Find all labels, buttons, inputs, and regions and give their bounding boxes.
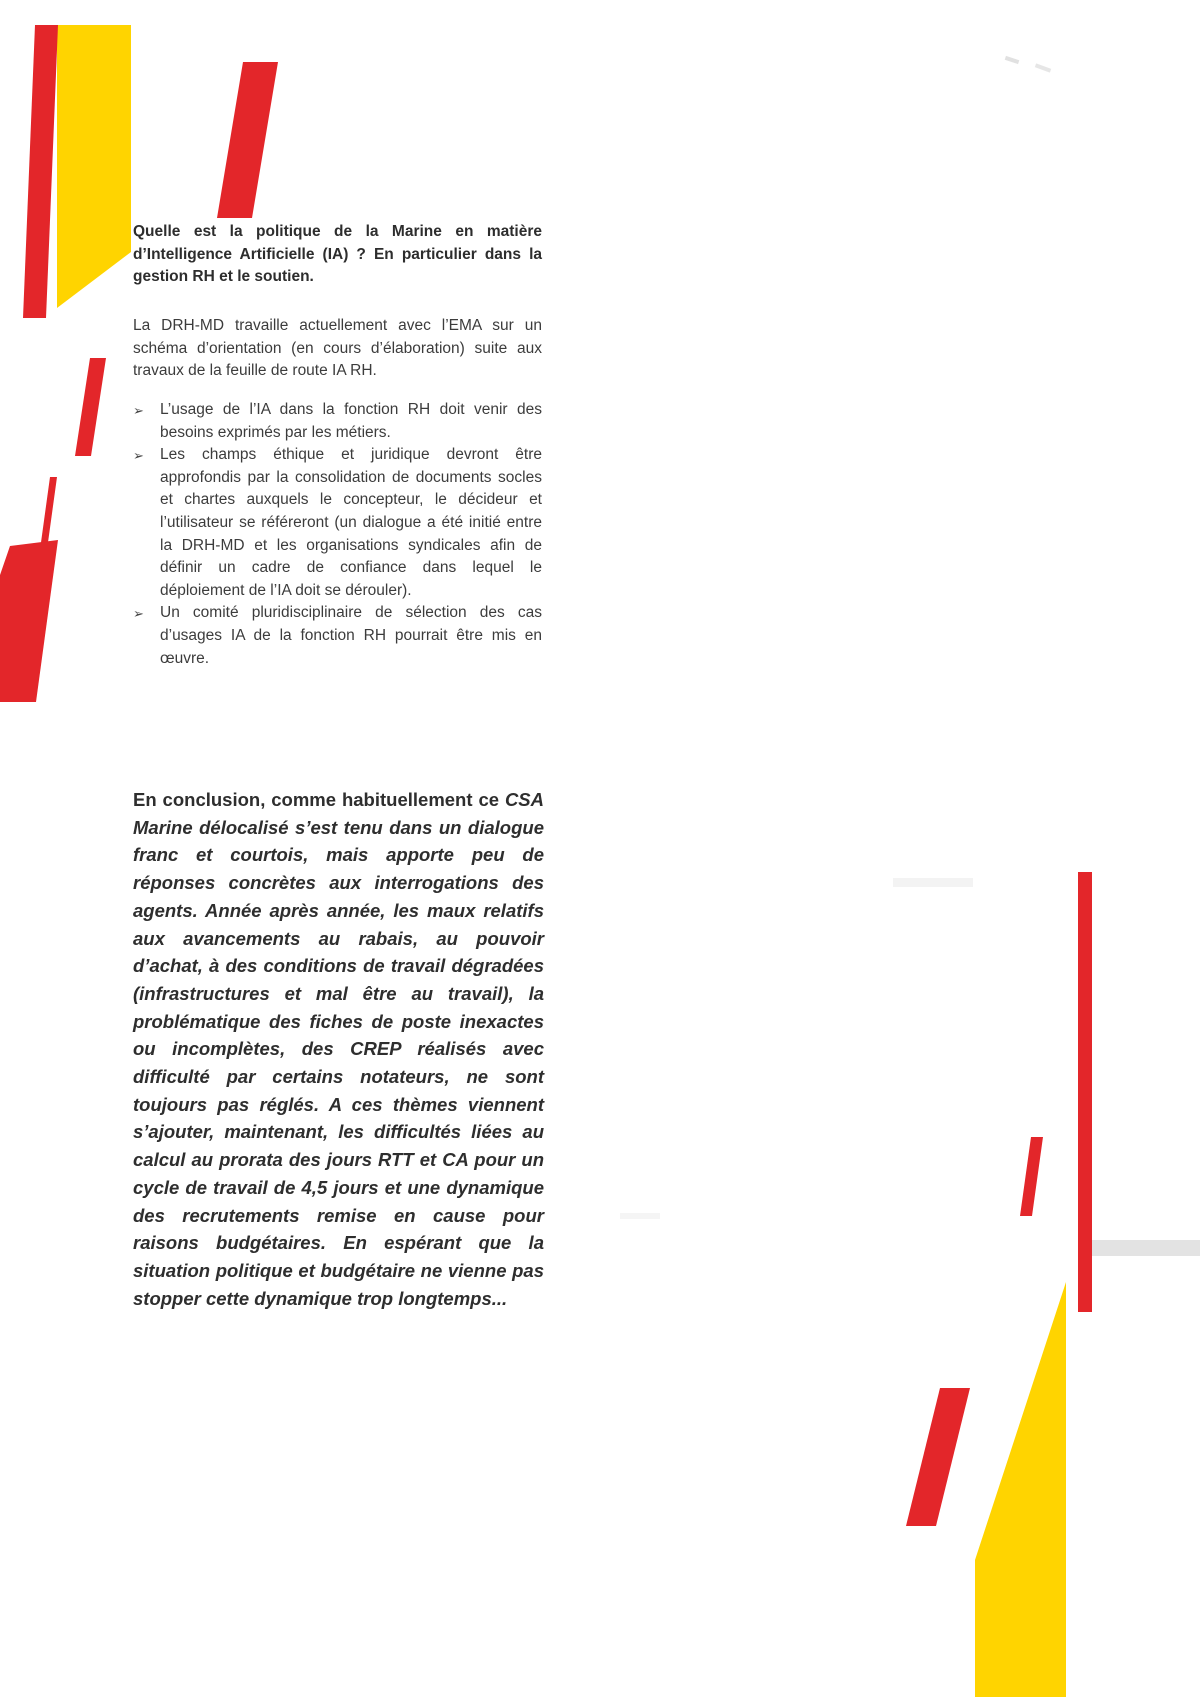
- question-heading: Quelle est la politique de la Marine en matière d’Intelligence Artificielle (IA) ? En particulier dans la gestion RH et le soutien.: [133, 223, 542, 285]
- scan-artifact-streak: [893, 878, 973, 887]
- deco-yellow-block-top-left: [57, 25, 131, 308]
- conclusion-lead: En conclusion, comme habituellement ce: [133, 789, 505, 810]
- bullet-text: Un comité pluridisciplinaire de sélection des cas d’usages IA de la fonction RH pourrait être mis en œuvre.: [160, 604, 542, 667]
- arrow-bullet-icon: ➢: [133, 606, 144, 622]
- bullet-list: [133, 399, 542, 670]
- deco-red-parallelogram-top: [217, 62, 278, 218]
- intro-paragraph: La DRH-MD travaille actuellement avec l’EMA sur un schéma d’orientation (en cours d’élaboration) suite aux travaux de la feuille de route IA RH.: [133, 317, 542, 379]
- deco-red-strip-top-left: [23, 25, 58, 318]
- bullet-item: [133, 444, 542, 602]
- deco-red-parallelogram-bottom: [906, 1388, 970, 1526]
- scan-artifact-streak: [620, 1213, 660, 1219]
- conclusion-paragraph: [133, 786, 544, 1312]
- deco-red-small-left: [75, 358, 106, 456]
- arrow-bullet-icon: ➢: [133, 448, 144, 464]
- deco-red-wedge-left: [0, 540, 58, 702]
- arrow-bullet-icon: ➢: [133, 403, 144, 418]
- deco-red-bar-right: [1078, 872, 1092, 1312]
- bullet-item: [133, 602, 542, 670]
- deco-red-sliver-left: [35, 477, 57, 586]
- bullet-text: Les champs éthique et juridique devront être approfondis par la consolidation de documents socles et chartes auxquels le concepteur, le décideur et l’utilisateur se référeront (un dialogue a été initié entre la DRH-MD et les organisations syndicales afin de définir un cadre de confiance dans lequel le déploiement de l’IA doit se dérouler).: [160, 446, 542, 599]
- deco-yellow-block-bottom-right: [975, 1282, 1066, 1697]
- deco-red-sliver-right: [1020, 1137, 1043, 1216]
- bullet-text: L’usage de l’IA dans la fonction RH doit venir des besoins exprimés par les métiers.: [160, 401, 542, 441]
- conclusion-body: CSA Marine délocalisé s’est tenu dans un dialogue franc et courtois, mais apporte peu de réponses concrètes aux interrogations des agents. Année après année, les maux relatifs aux avancements au rabais, au pouvoir d’achat, à des conditions de travail dégradées (infrastructures et mal être au travail), la problématique des fiches de poste inexactes ou incomplètes, des CREP réalisés avec difficulté par certains notateurs, ne sont toujours pas réglés. A ces thèmes viennent s’ajouter, maintenant, les difficultés liées au calcul au prorata des jours RTT et CA pour un cycle de travail de 4,5 jours et une dynamique des recrutements remise en cause pour raisons budgétaires. En espérant que la situation politique et budgétaire ne vienne pas stopper cette dynamique trop longtemps...: [133, 789, 544, 1309]
- bullet-item: [133, 399, 542, 444]
- scan-artifact-dot: [1035, 63, 1051, 72]
- scan-artifact-dot: [1005, 56, 1020, 64]
- scan-artifact-band: [1092, 1240, 1200, 1256]
